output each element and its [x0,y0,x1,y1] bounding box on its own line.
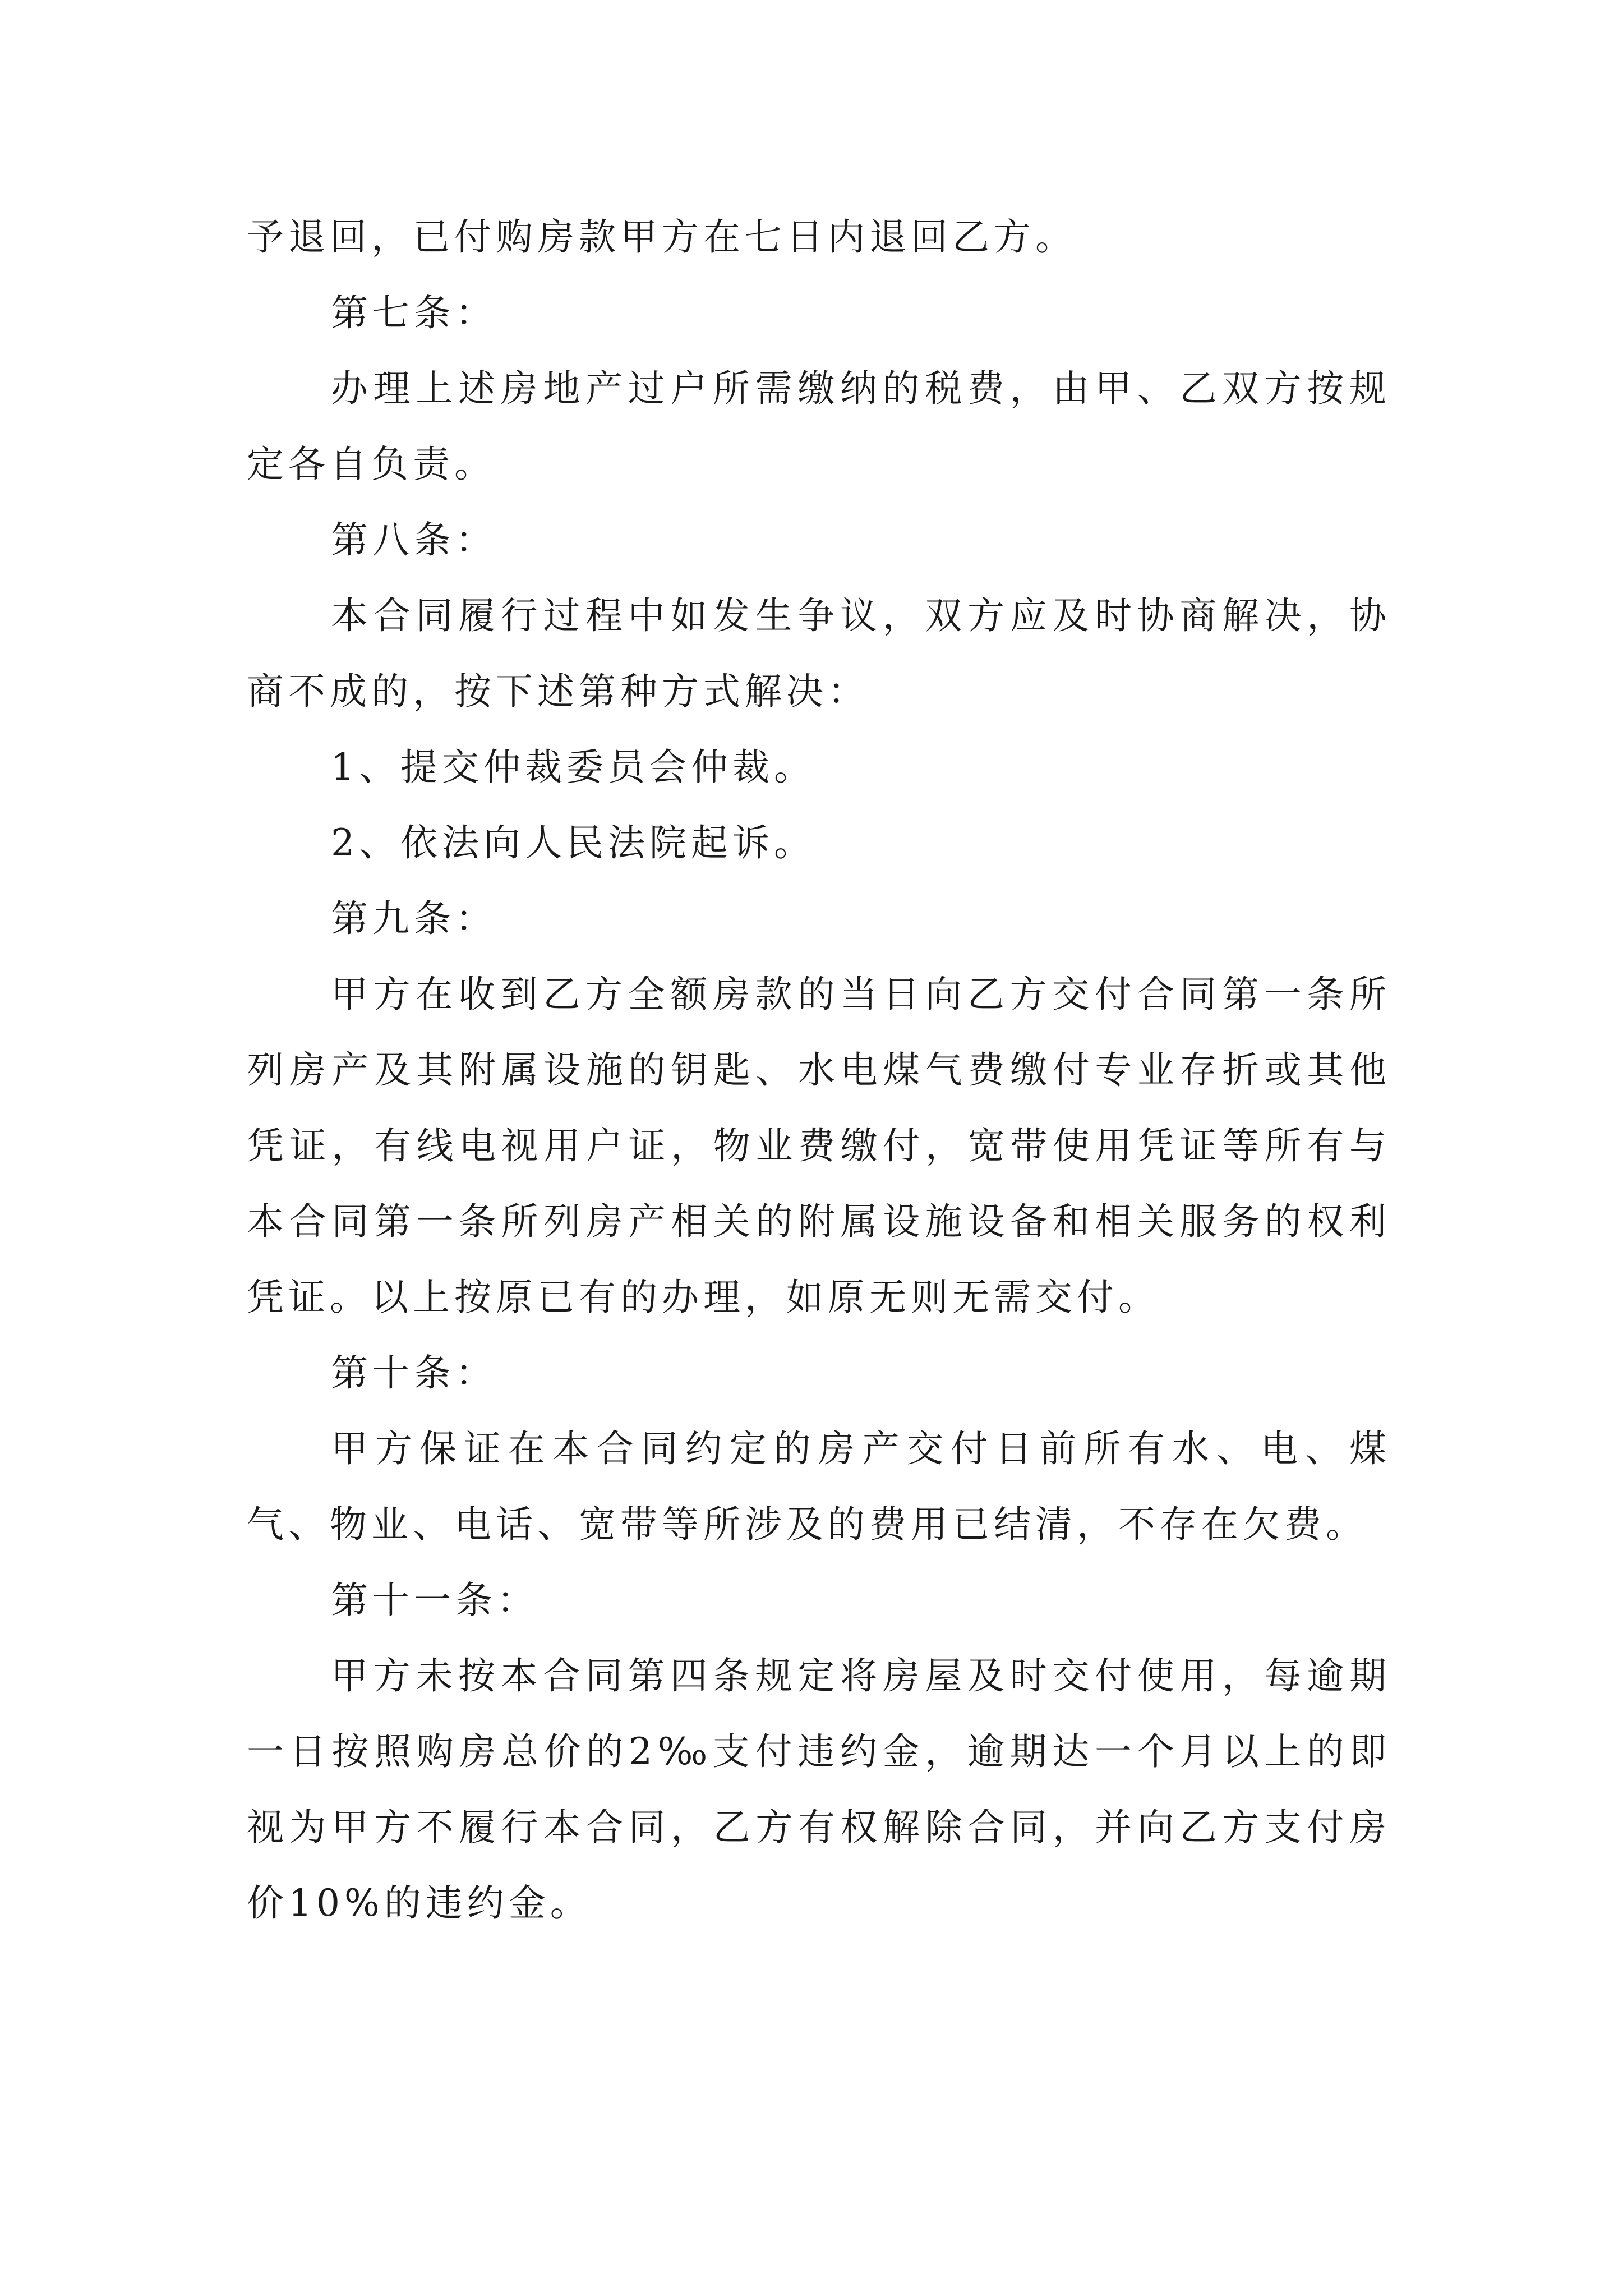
clause-text-10: 甲方保证在本合同约定的房产交付日前所有水、电、煤气、物业、电话、宽带等所涉及的费用已结清，不存在欠费。 [247,1427,1391,1546]
document-body [247,199,1391,1941]
clause-heading-7: 第七条： [331,291,497,334]
clause-text-9: 甲方在收到乙方全额房款的当日向乙方交付合同第一条所列房产及其附属设施的钥匙、水电煤气费缴付专业存折或其他凭证，有线电视用户证，物业费缴付，宽带使用凭证等所有与本合同第一条所列房产相关的附属设施设备和相关服务的权利凭证。以上按原已有的办理，如原无则无需交付。 [247,973,1391,1319]
clause-8-option-2: 2、依法向人民法院起诉。 [331,821,815,864]
clause-text-7: 办理上述房地产过户所需缴纳的税费，由甲、乙双方按规定各自负责。 [247,367,1391,486]
clause-text-8: 本合同履行过程中如发生争议，双方应及时协商解决，协商不成的，按下述第种方式解决： [247,594,1391,713]
clause-heading-10: 第十条： [331,1351,497,1395]
clause-heading-11: 第十一条： [331,1579,538,1622]
clause-heading-9: 第九条： [331,897,497,940]
clause-text-11: 甲方未按本合同第四条规定将房屋及时交付使用，每逾期一日按照购房总价的2‰支付违约金，逾期达一个月以上的即视为甲方不履行本合同，乙方有权解除合同，并向乙方支付房价10%的违约金。 [247,1654,1391,1925]
clause-8-option-1: 1、提交仲裁委员会仲裁。 [331,746,815,789]
clause-heading-8: 第八条： [331,518,497,562]
paragraph-continuation: 予退回，已付购房款甲方在七日内退回乙方。 [247,215,1077,259]
